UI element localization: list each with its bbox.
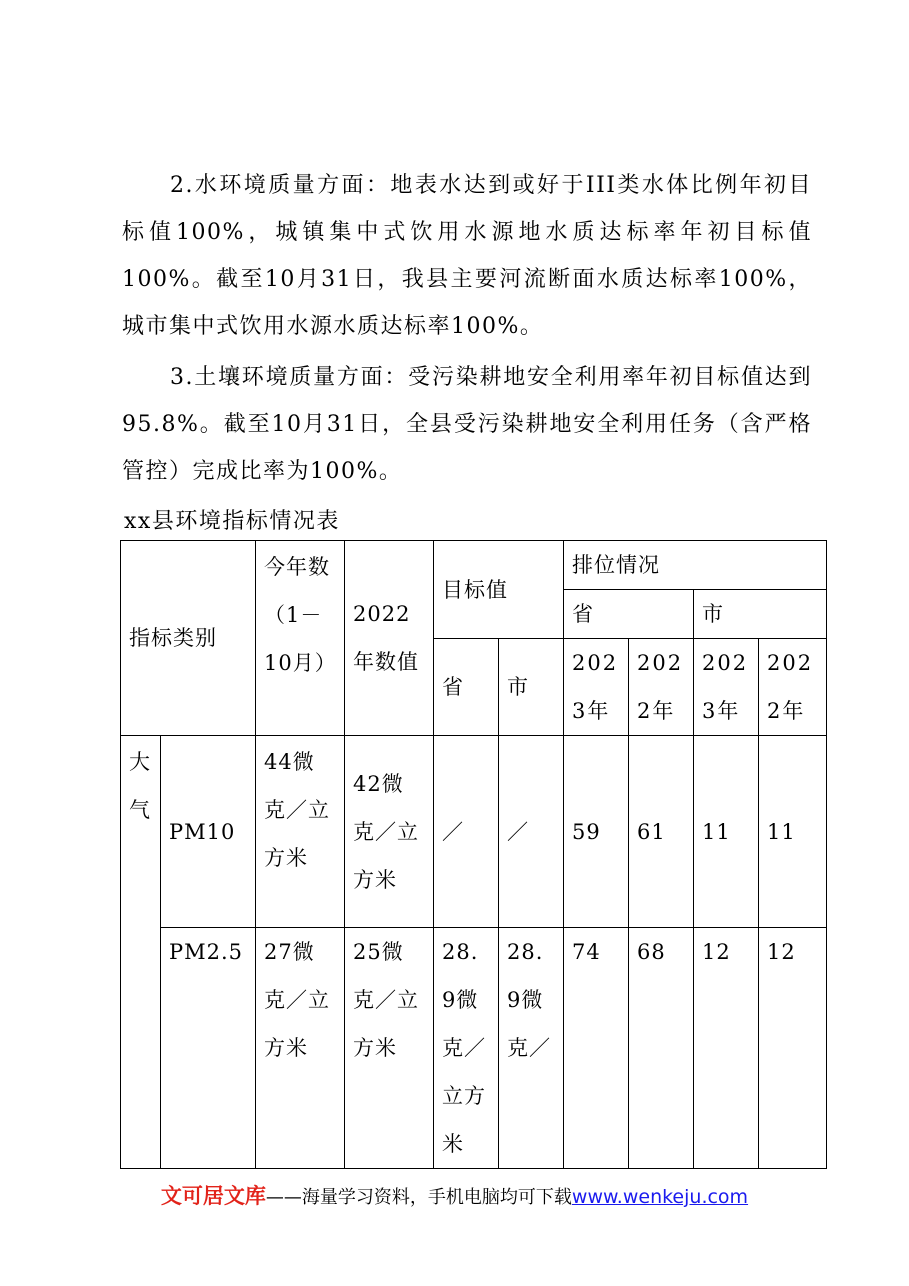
header-ranking-city: 市	[694, 590, 827, 639]
paragraph-soil-quality	[122, 354, 812, 495]
header-category: 指标类别	[121, 541, 256, 736]
header-rank-city-2022: 2022年	[759, 639, 827, 736]
row-pm10-rank-province-2022: 61	[629, 736, 694, 928]
footer-slogan: ——海量学习资料，手机电脑均可下载	[265, 1187, 572, 1208]
table-row	[121, 928, 827, 1169]
row-pm10-rank-province-2023: 59	[564, 736, 629, 928]
paragraph-water-quality	[122, 162, 812, 350]
row-pm10-target-province: ／	[434, 736, 499, 928]
row-pm25-this-year: 27微克／立方米	[256, 928, 345, 1169]
footer-brand: 文可居文库	[160, 1184, 266, 1208]
row-pm10-name: PM10	[161, 736, 256, 928]
paragraph-soil-quality-text: 3.土壤环境质量方面：受污染耕地安全利用率年初目标值达到95.8%。截至10月31日，全县受污染耕地安全利用任务（含严格管控）完成比率为100%。	[122, 365, 812, 484]
header-ranking: 排位情况	[564, 541, 827, 590]
row-pm25-rank-province-2022: 68	[629, 928, 694, 1169]
header-this-year-text: 今年数（1－10月）	[264, 555, 337, 675]
row-pm10-this-year-text: 44微克／立方米	[264, 750, 330, 870]
paragraph-water-quality-text: 2.水环境质量方面：地表水达到或好于III类水体比例年初目标值100%，城镇集中式饮用水源地水质达标率年初目标值100%。截至10月31日，我县主要河流断面水质达标率100%，城市集中式饮用水源水质达标率100%。	[122, 173, 812, 339]
row-pm10-this-year	[256, 736, 345, 928]
row-pm25-rank-province-2023: 74	[564, 928, 629, 1169]
header-target-province: 省	[434, 639, 499, 736]
row-pm25-target-province: 28.9微克／立方米	[434, 928, 499, 1169]
group-atmosphere	[121, 736, 161, 1169]
row-pm10-2022: 42微克／立方米	[345, 736, 434, 928]
environment-indicator-table	[120, 540, 827, 1169]
row-pm25-rank-city-2022: 12	[759, 928, 827, 1169]
row-pm25-name: PM2.5	[161, 928, 256, 1169]
header-2022: 2022年数值	[345, 541, 434, 736]
row-pm10-rank-city-2023: 11	[694, 736, 759, 928]
header-ranking-province: 省	[564, 590, 694, 639]
row-pm25-2022: 25微克／立方米	[345, 928, 434, 1169]
header-target-city: 市	[499, 639, 564, 736]
header-rank-province-2023: 2023年	[564, 639, 629, 736]
header-rank-city-2023: 2023年	[694, 639, 759, 736]
table-row	[121, 736, 827, 928]
header-this-year	[256, 541, 345, 736]
header-rank-province-2022: 2022年	[629, 639, 694, 736]
row-pm25-target-city: 28.9微克／	[499, 928, 564, 1169]
row-pm10-target-city: ／	[499, 736, 564, 928]
table-caption: xx县环境指标情况表	[124, 509, 340, 534]
group-atmosphere-text: 大气	[129, 750, 151, 822]
footer-banner	[0, 1180, 909, 1214]
footer-url-link[interactable]: www.wenkeju.com	[571, 1186, 749, 1208]
row-pm10-rank-city-2022: 11	[759, 736, 827, 928]
row-pm25-rank-city-2023: 12	[694, 928, 759, 1169]
header-target: 目标值	[434, 541, 564, 639]
